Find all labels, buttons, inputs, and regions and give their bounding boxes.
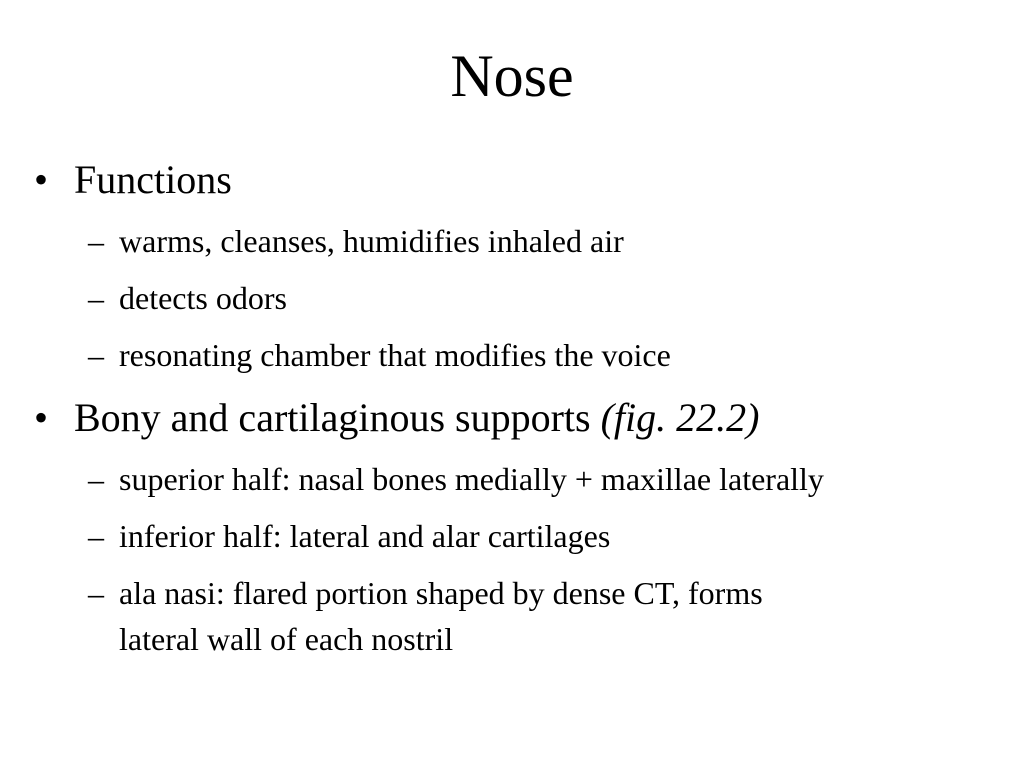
bullet-label: Bony and cartilaginous supports xyxy=(74,395,591,440)
sub-bullet-text: superior half: nasal bones medially + maxillae laterally xyxy=(119,461,824,497)
bullet-label: Functions xyxy=(74,157,232,202)
dash-icon: – xyxy=(88,337,104,373)
sub-bullet-text: resonating chamber that modifies the voice xyxy=(119,337,671,373)
sub-bullet-resonating xyxy=(88,332,671,378)
dash-icon: – xyxy=(88,518,104,554)
dash-icon: – xyxy=(88,461,104,497)
slide-title: Nose xyxy=(450,43,574,109)
bullet-icon: • xyxy=(34,395,49,440)
dash-icon: – xyxy=(88,280,104,316)
sub-bullet-warms xyxy=(88,218,624,264)
figure-reference: (fig. 22.2) xyxy=(600,395,760,440)
sub-bullet-inferior xyxy=(88,513,610,559)
sub-bullet-text: detects odors xyxy=(119,280,287,316)
sub-bullet-odors xyxy=(88,275,287,321)
dash-icon: – xyxy=(88,575,104,611)
sub-bullet-superior xyxy=(88,456,824,502)
sub-bullet-text: warms, cleanses, humidifies inhaled air xyxy=(119,223,624,259)
dash-icon: – xyxy=(88,223,104,259)
sub-bullet-continuation: lateral wall of each nostril xyxy=(119,621,454,657)
bullet-icon: • xyxy=(34,157,49,202)
sub-bullet-ala-nasi xyxy=(88,570,763,657)
sub-bullet-text: inferior half: lateral and alar cartilages xyxy=(119,518,611,554)
sub-bullet-text: ala nasi: flared portion shaped by dense CT, forms xyxy=(119,575,763,611)
bullet-supports xyxy=(34,394,759,442)
bullet-functions xyxy=(34,156,232,204)
